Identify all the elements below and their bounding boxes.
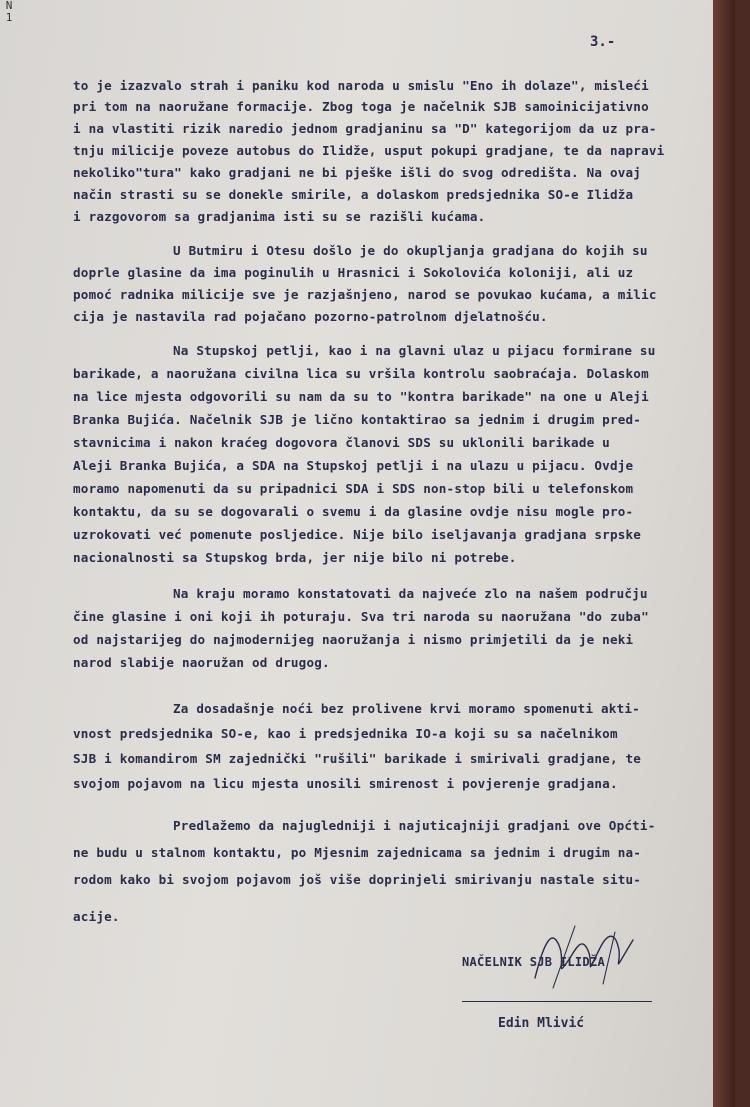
body-line: čine glasine i oni koji ih poturaju. Sva tri naroda su naoružana "do zuba" — [73, 609, 649, 624]
body-line: acije. — [73, 909, 120, 924]
body-line: barikade, a naoružana civilna lica su vršila kontrolu saobraćaja. Dolaskom — [73, 366, 649, 381]
margin-note: N 1 — [5, 0, 13, 24]
body-line: način strasti su se donekle smirile, a dolaskom predsjednika SO-e Ilidža — [73, 187, 634, 202]
body-line: tnju milicije poveze autobus do Ilidže, usput pokupi gradjane, te da napravi — [73, 143, 665, 158]
body-line: nacionalnosti sa Stupskog brda, jer nije bilo ni potrebe. — [73, 550, 517, 565]
body-line: Predlažemo da najugledniji i najuticajniji gradjani ove Općti- — [173, 818, 656, 833]
body-line: rodom kako bi svojom pojavom još više doprinjeli smirivanju nastale situ- — [73, 872, 642, 887]
body-line: Branka Bujića. Načelnik SJB je lično kontaktirao sa jednim i drugim pred- — [73, 412, 642, 427]
body-line: cija je nastavila rad pojačano pozorno-patrolnom djelatnošću. — [73, 309, 548, 324]
body-line: i razgovorom sa gradjanima isti su se razišli kućama. — [73, 209, 486, 224]
background-edge — [713, 0, 735, 1107]
body-line: svojom pojavom na licu mjesta unosili smirenost i povjerenje gradjana. — [73, 776, 618, 791]
body-line: Na kraju moramo konstatovati da najveće zlo na našem području — [173, 586, 648, 601]
body-line: i na vlastiti rizik naredio jednom gradjaninu sa "D" kategorijom da uz pra- — [73, 121, 657, 136]
body-line: vnost predsjednika SO-e, kao i predsjednika IO-a koji su sa načelnikom — [73, 726, 618, 741]
body-line: stavnicima i nakon kraćeg dogovora članovi SDS su uklonili barikade u — [73, 435, 610, 450]
body-line: pomoć radnika milicije sve je razjašnjeno, narod se povukao kućama, a milic — [73, 287, 657, 302]
body-line: uzrokovati već pomenute posljedice. Nije bilo iseljavanja gradjana srpske — [73, 527, 642, 542]
body-line: od najstarijeg do najmodernijeg naoružanja i nismo primjetili da je neki — [73, 632, 634, 647]
body-line: Na Stupskoj petlji, kao i na glavni ulaz u pijacu formirane su — [173, 343, 656, 358]
handwritten-signature — [515, 918, 655, 998]
body-line: na lice mjesta odgovorili su nam da su to "kontra barikade" na one u Aleji — [73, 389, 649, 404]
page-number: 3.- — [590, 34, 616, 50]
body-line: moramo napomenuti da su pripadnici SDA i SDS non-stop bili u telefonskom — [73, 481, 634, 496]
body-line: ne budu u stalnom kontaktu, po Mjesnim zajednicama sa jednim i drugim na- — [73, 845, 642, 860]
body-line: U Butmiru i Otesu došlo je do okupljanja gradjana do kojih su — [173, 243, 648, 258]
signature-title: NAČELNIK SJB ILIDŽA — [462, 955, 605, 969]
signatory-name: Edin Mlivić — [498, 1016, 585, 1031]
body-line: to je izazvalo strah i paniku kod naroda u smislu "Eno ih dolaze", misleći — [73, 78, 649, 93]
signature-line — [462, 1001, 652, 1002]
body-line: Za dosadašnje noći bez prolivene krvi moramo spomenuti akti- — [173, 701, 640, 716]
body-line: nekoliko"tura" kako gradjani ne bi pješke išli do svog odredišta. Na ovaj — [73, 165, 642, 180]
body-line: narod slabije naoružan od drugog. — [73, 655, 330, 670]
body-line: pri tom na naoružane formacije. Zbog toga je načelnik SJB samoinicijativno — [73, 99, 649, 114]
body-line: kontaktu, da su se dogovarali o svemu i da glasine ovdje nisu mogle pro- — [73, 504, 634, 519]
body-line: Aleji Branka Bujića, a SDA na Stupskoj petlji i na ulazu u pijacu. Ovdje — [73, 458, 634, 473]
body-line: doprle glasine da ima poginulih u Hrasnici i Sokolovića koloniji, ali uz — [73, 265, 634, 280]
body-line: SJB i komandirom SM zajednički "rušili" barikade i smirivali gradjane, te — [73, 751, 642, 766]
